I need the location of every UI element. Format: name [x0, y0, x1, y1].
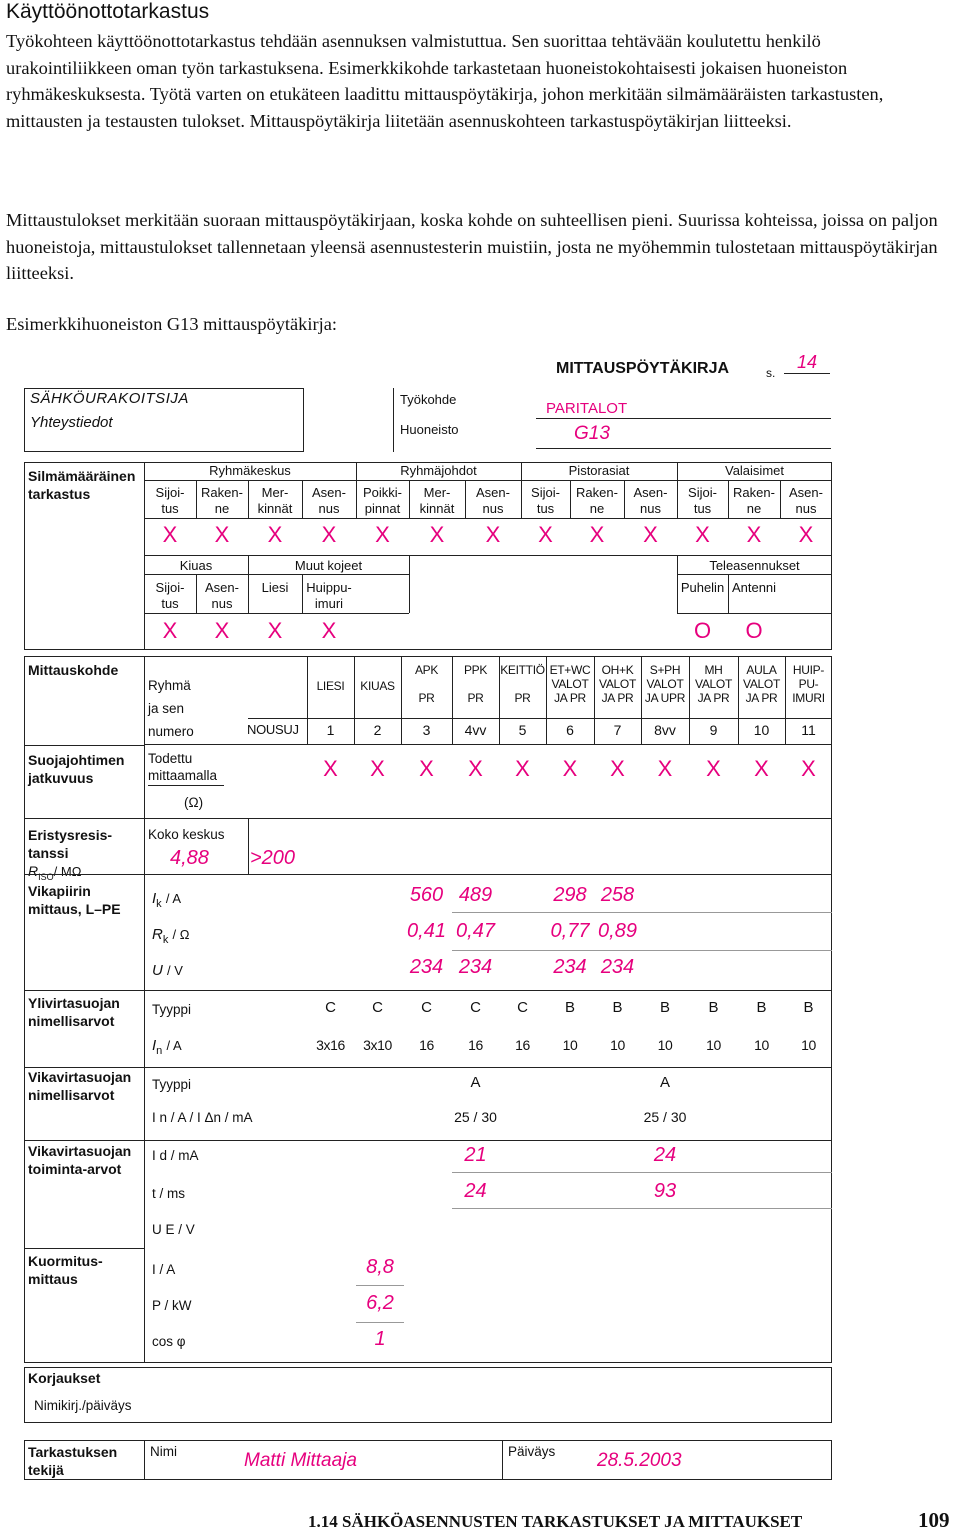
- oc-rating: 10: [754, 1037, 769, 1053]
- page-label: s.: [766, 366, 776, 380]
- oc-type: B: [708, 999, 719, 1016]
- insulation-unit: / MΩ: [53, 864, 82, 879]
- form-title: MITTAUSPÖYTÄKIRJA: [556, 360, 730, 377]
- oc-rating: 16: [419, 1037, 434, 1053]
- circuit-number: 1: [326, 722, 335, 738]
- fault-loop-label: Vikapiirin mittaus, L–PE: [28, 883, 121, 917]
- t-value: 93: [653, 1180, 677, 1202]
- pe-check-mark: X: [706, 756, 721, 781]
- page-number: 109: [918, 1508, 950, 1532]
- group-ryhmakeskus: Ryhmäkeskus: [209, 463, 291, 478]
- group-muut-kojeet: Muut kojeet: [294, 558, 363, 573]
- pe-check-mark: X: [515, 756, 530, 781]
- inspector-label: Tarkastuksen tekijä: [28, 1444, 118, 1478]
- rk-value: 0,47: [456, 920, 495, 942]
- inspector-section: [24, 1440, 832, 1480]
- example-caption: Esimerkkihuoneiston G13 mittauspöytäkirja:: [6, 314, 337, 334]
- oc-rating: 10: [562, 1037, 578, 1053]
- oc-type: C: [517, 999, 528, 1016]
- site-value: PARITALOT: [546, 400, 628, 417]
- visual-col-header: Sijoi- tus: [155, 485, 185, 516]
- rcd-in-label: I n / A / I Δn / mA: [152, 1110, 253, 1125]
- visual-col-header: Raken- ne: [201, 485, 243, 516]
- ik-unit: / A: [165, 891, 182, 906]
- chapter-title: 1.14 SÄHKÖASENNUSTEN TARKASTUKSET JA MITTAUKSET: [308, 1512, 803, 1531]
- circuit-number: 11: [801, 722, 816, 738]
- p-load-value: 6,2: [366, 1292, 394, 1314]
- ik-label: [152, 890, 181, 910]
- group-teleasennukset: Teleasennukset: [709, 558, 800, 573]
- visual-col-header: Poikki- pinnat: [362, 485, 402, 516]
- circuit-name: APK PR: [414, 663, 439, 705]
- insulation-label-text: Eristysresis-tanssi: [28, 827, 113, 861]
- ik-subscript: k: [156, 898, 162, 910]
- rcd-nominal-label: Vikavirtasuojan nimellisarvot: [28, 1069, 132, 1103]
- rk-label: [152, 926, 189, 946]
- check-mark: X: [695, 522, 710, 547]
- circuit-name: PPK PR: [463, 663, 488, 705]
- oc-rating: 16: [468, 1037, 483, 1053]
- cos-label: cos φ: [152, 1334, 186, 1349]
- ik-value: 560: [409, 884, 444, 906]
- check-mark: X: [214, 522, 230, 547]
- insulation-subscript: ISO: [38, 871, 54, 882]
- site-label: Työkohde: [400, 392, 457, 407]
- u-value: 234: [553, 956, 587, 978]
- rk-value: 0,89: [598, 920, 637, 942]
- visual-col-header: Sijoi- tus: [531, 485, 560, 516]
- corrections-label: Korjaukset: [28, 1370, 101, 1386]
- intro-paragraph: Työkohteen käyttöönottotarkastus tehdään asennuksen valmistuttua. Sen suorittaa tehtävään koulutettu henkilö urakointiliikkeen oman työn tarkastuksena. Esimerkkikohde tarkastetaan huoneistokohtaisesti jokaisen huoneiston ryhmäkeskuksesta. Työtä varten on etukäteen laadittu mittauspöytäkirja, johon merkitään silmämääräisten tarkastusten, mittausten ja testausten tulokset. Mittauspöytäkirja liitetään asennuskohteen tarkastuspöytäkirjan liitteeksi.: [6, 31, 884, 131]
- check-mark: X: [798, 522, 814, 547]
- ik-symbol: I: [152, 890, 157, 907]
- insulation-scope: Koko keskus: [148, 827, 225, 842]
- rcd-rating: 25 / 30: [643, 1109, 687, 1125]
- name-label: Nimi: [150, 1444, 177, 1459]
- oc-rating: 3x16: [316, 1037, 345, 1053]
- measurement-target-label: Mittauskohde: [28, 662, 119, 678]
- load-label: Kuormitus-mittaus: [28, 1253, 103, 1287]
- date-label: Päiväys: [508, 1444, 556, 1459]
- oc-type: C: [421, 999, 432, 1016]
- cos-value: 1: [374, 1328, 386, 1350]
- u-symbol: U: [152, 962, 163, 979]
- circuit-name: OH+K VALOT JA PR: [599, 663, 636, 705]
- circuit-name: HUIP- PU- IMURI: [792, 663, 825, 705]
- oc-rating: 3x10: [363, 1037, 392, 1053]
- u-label: [152, 962, 183, 979]
- group-label-line1: Ryhmä: [148, 678, 191, 693]
- oc-rating: 10: [706, 1037, 721, 1053]
- pe-check-mark: X: [657, 756, 673, 781]
- o-mark: O: [693, 618, 712, 643]
- visual-col-header: Mer- kinnät: [419, 485, 455, 516]
- oc-type-label: Tyyppi: [152, 1002, 192, 1017]
- visual-col-header-2: Liesi: [261, 580, 289, 595]
- oc-type: B: [612, 999, 623, 1016]
- oc-rating: 10: [610, 1037, 625, 1053]
- u-value: 234: [458, 956, 493, 978]
- rcd-rating: 25 / 30: [454, 1109, 497, 1125]
- insulation-value-1: 4,88: [170, 847, 209, 869]
- circuit-number: 7: [613, 722, 622, 738]
- circuit-name: AULA VALOT JA PR: [743, 663, 780, 705]
- circuit-number: 9: [709, 722, 718, 738]
- check-mark: X: [214, 618, 230, 643]
- riser-label: NOUSUJ: [247, 722, 299, 737]
- rk-unit: / Ω: [172, 927, 190, 942]
- visual-col-header: Asen- nus: [312, 485, 346, 516]
- check-mark: X: [267, 618, 283, 643]
- second-paragraph: Mittaustulokset merkitään suoraan mittauspöytäkirjaan, koska kohde on suhteellisen pieni. Suurissa kohteissa, joissa on paljon huoneistoja, mittaustulokset tallennetaan yleensä asennustesterin muistiin, josta ne myöhemmin tulostetaan mittauspöytäkirjan liitteeksi.: [6, 210, 938, 283]
- visual-col-header: Mer- kinnät: [257, 485, 293, 516]
- check-mark: X: [321, 522, 337, 547]
- inspector-name: Matti Mittaaja: [244, 1450, 357, 1471]
- oc-in-subscript: n: [156, 1045, 163, 1057]
- circuit-number: 2: [373, 722, 382, 738]
- rcd-type: A: [470, 1074, 481, 1091]
- check-mark: X: [589, 522, 605, 547]
- visual-col-header: Raken- ne: [733, 485, 775, 516]
- pe-check-mark: X: [419, 756, 434, 781]
- group-label-line3: numero: [148, 724, 194, 739]
- visual-col-header: Sijoi- tus: [688, 485, 717, 516]
- visual-col-header-2: Antenni: [731, 580, 777, 595]
- circuit-number: 3: [422, 722, 431, 738]
- form-page-number: 14: [784, 352, 830, 374]
- oc-rating: 16: [515, 1037, 530, 1053]
- corrections-section: [24, 1367, 832, 1423]
- oc-in-label: [152, 1037, 182, 1057]
- circuit-name: S+PH VALOT JA UPR: [644, 663, 686, 705]
- overcurrent-label: Ylivirtasuojan nimellisarvot: [28, 995, 120, 1029]
- group-valaisimet: Valaisimet: [724, 463, 784, 478]
- check-mark: X: [538, 522, 553, 547]
- apartment-value: G13: [574, 423, 610, 444]
- corrections-sub: Nimikirj./päiväys: [34, 1398, 132, 1413]
- circuit-name: KEITTIÖ PR: [500, 663, 545, 705]
- visual-col-header-2: Sijoi- tus: [155, 580, 185, 611]
- pe-check-mark: X: [323, 756, 338, 781]
- visual-col-header: Asen- nus: [789, 485, 823, 516]
- u-value: 234: [600, 956, 635, 978]
- oc-type: B: [564, 999, 575, 1016]
- check-mark: X: [643, 522, 658, 547]
- visual-col-header-2: Asen- nus: [205, 580, 239, 611]
- rk-subscript: k: [162, 934, 169, 946]
- pe-sub-line1: Todettu: [148, 751, 193, 766]
- circuit-name: LIESI: [316, 679, 345, 693]
- pe-unit: (Ω): [184, 795, 204, 810]
- i-load-value: 8,8: [366, 1256, 394, 1278]
- visual-col-header: Asen- nus: [476, 485, 510, 516]
- rk-symbol: R: [152, 926, 163, 943]
- visual-col-header: Asen- nus: [633, 485, 668, 516]
- group-label-line2: ja sen: [148, 701, 185, 716]
- id-value: 21: [464, 1144, 487, 1166]
- circuit-name: MH VALOT JA PR: [695, 663, 732, 705]
- insulation-label: [28, 826, 142, 886]
- inspection-date: 28.5.2003: [597, 1450, 682, 1471]
- oc-type: C: [470, 999, 481, 1016]
- circuit-number: 5: [518, 722, 527, 738]
- pe-check-mark: X: [468, 756, 483, 781]
- pe-check-mark: X: [370, 756, 385, 781]
- check-mark: X: [746, 522, 762, 547]
- contact-label: Yhteystiedot: [30, 414, 113, 431]
- id-value: 24: [653, 1144, 677, 1166]
- check-mark: X: [485, 522, 501, 547]
- group-pistorasiat: Pistorasiat: [568, 463, 630, 478]
- apartment-label: Huoneisto: [400, 422, 459, 437]
- ik-value: 489: [458, 884, 493, 906]
- t-label: t / ms: [152, 1186, 185, 1201]
- check-mark: X: [267, 522, 283, 547]
- insulation-value-2: >200: [250, 847, 296, 869]
- ue-label: U E / V: [152, 1222, 195, 1237]
- circuit-number: 6: [566, 722, 574, 738]
- u-value: 234: [409, 956, 444, 978]
- group-kiuas: Kiuas: [179, 558, 213, 573]
- pe-check-mark: X: [801, 756, 816, 781]
- oc-type: C: [325, 999, 336, 1016]
- contractor-label: SÄHKÖURAKOITSIJA: [30, 390, 189, 407]
- oc-in-unit: / A: [166, 1038, 182, 1053]
- oc-type: C: [372, 999, 383, 1016]
- oc-type: B: [756, 999, 767, 1016]
- oc-type: B: [659, 999, 670, 1016]
- circuit-name: KIUAS: [360, 679, 395, 693]
- circuit-number: 4vv: [464, 722, 487, 738]
- oc-rating: 10: [801, 1037, 816, 1053]
- o-mark: O: [745, 618, 763, 643]
- oc-type: B: [803, 999, 814, 1016]
- p-load-label: P / kW: [152, 1298, 192, 1313]
- u-unit: / V: [167, 963, 183, 978]
- pe-check-mark: X: [754, 756, 769, 781]
- rcd-type: A: [659, 1074, 670, 1091]
- page-title: Käyttöönottotarkastus: [6, 0, 210, 23]
- id-label: I d / mA: [152, 1148, 199, 1163]
- ik-value: 298: [553, 884, 587, 906]
- check-mark: X: [375, 522, 390, 547]
- rk-value: 0,41: [407, 920, 446, 942]
- visual-inspection-label: Silmämääräinen tarkastus: [28, 468, 136, 502]
- pe-check-mark: X: [610, 756, 625, 781]
- visual-col-header-2: Huippu- imuri: [306, 580, 352, 611]
- circuit-number: 10: [753, 722, 770, 738]
- pe-continuity-label: Suojajohtimen jatkuvuus: [28, 752, 125, 786]
- rcd-operation-label: Vikavirtasuojan toiminta-arvot: [28, 1143, 132, 1177]
- check-mark: X: [162, 522, 178, 547]
- visual-col-header: Raken- ne: [576, 485, 618, 516]
- t-value: 24: [464, 1180, 487, 1202]
- visual-col-header-2: Puhelin: [680, 580, 725, 595]
- rk-value: 0,77: [550, 920, 590, 942]
- pe-sub-line2: mittaamalla: [148, 768, 218, 783]
- pe-check-mark: X: [562, 756, 578, 781]
- check-mark: X: [162, 618, 178, 643]
- circuit-number: 8vv: [654, 722, 676, 738]
- circuit-name: ET+WC VALOT JA PR: [549, 663, 591, 705]
- check-mark: X: [321, 618, 337, 643]
- oc-in-symbol: I: [152, 1037, 157, 1054]
- ik-value: 258: [600, 884, 635, 906]
- group-ryhmajohdot: Ryhmäjohdot: [400, 463, 477, 478]
- i-load-label: I / A: [152, 1262, 176, 1277]
- insulation-symbol: R: [28, 863, 39, 879]
- check-mark: X: [429, 522, 445, 547]
- oc-rating: 10: [657, 1037, 673, 1053]
- rcd-type-label: Tyyppi: [152, 1077, 192, 1092]
